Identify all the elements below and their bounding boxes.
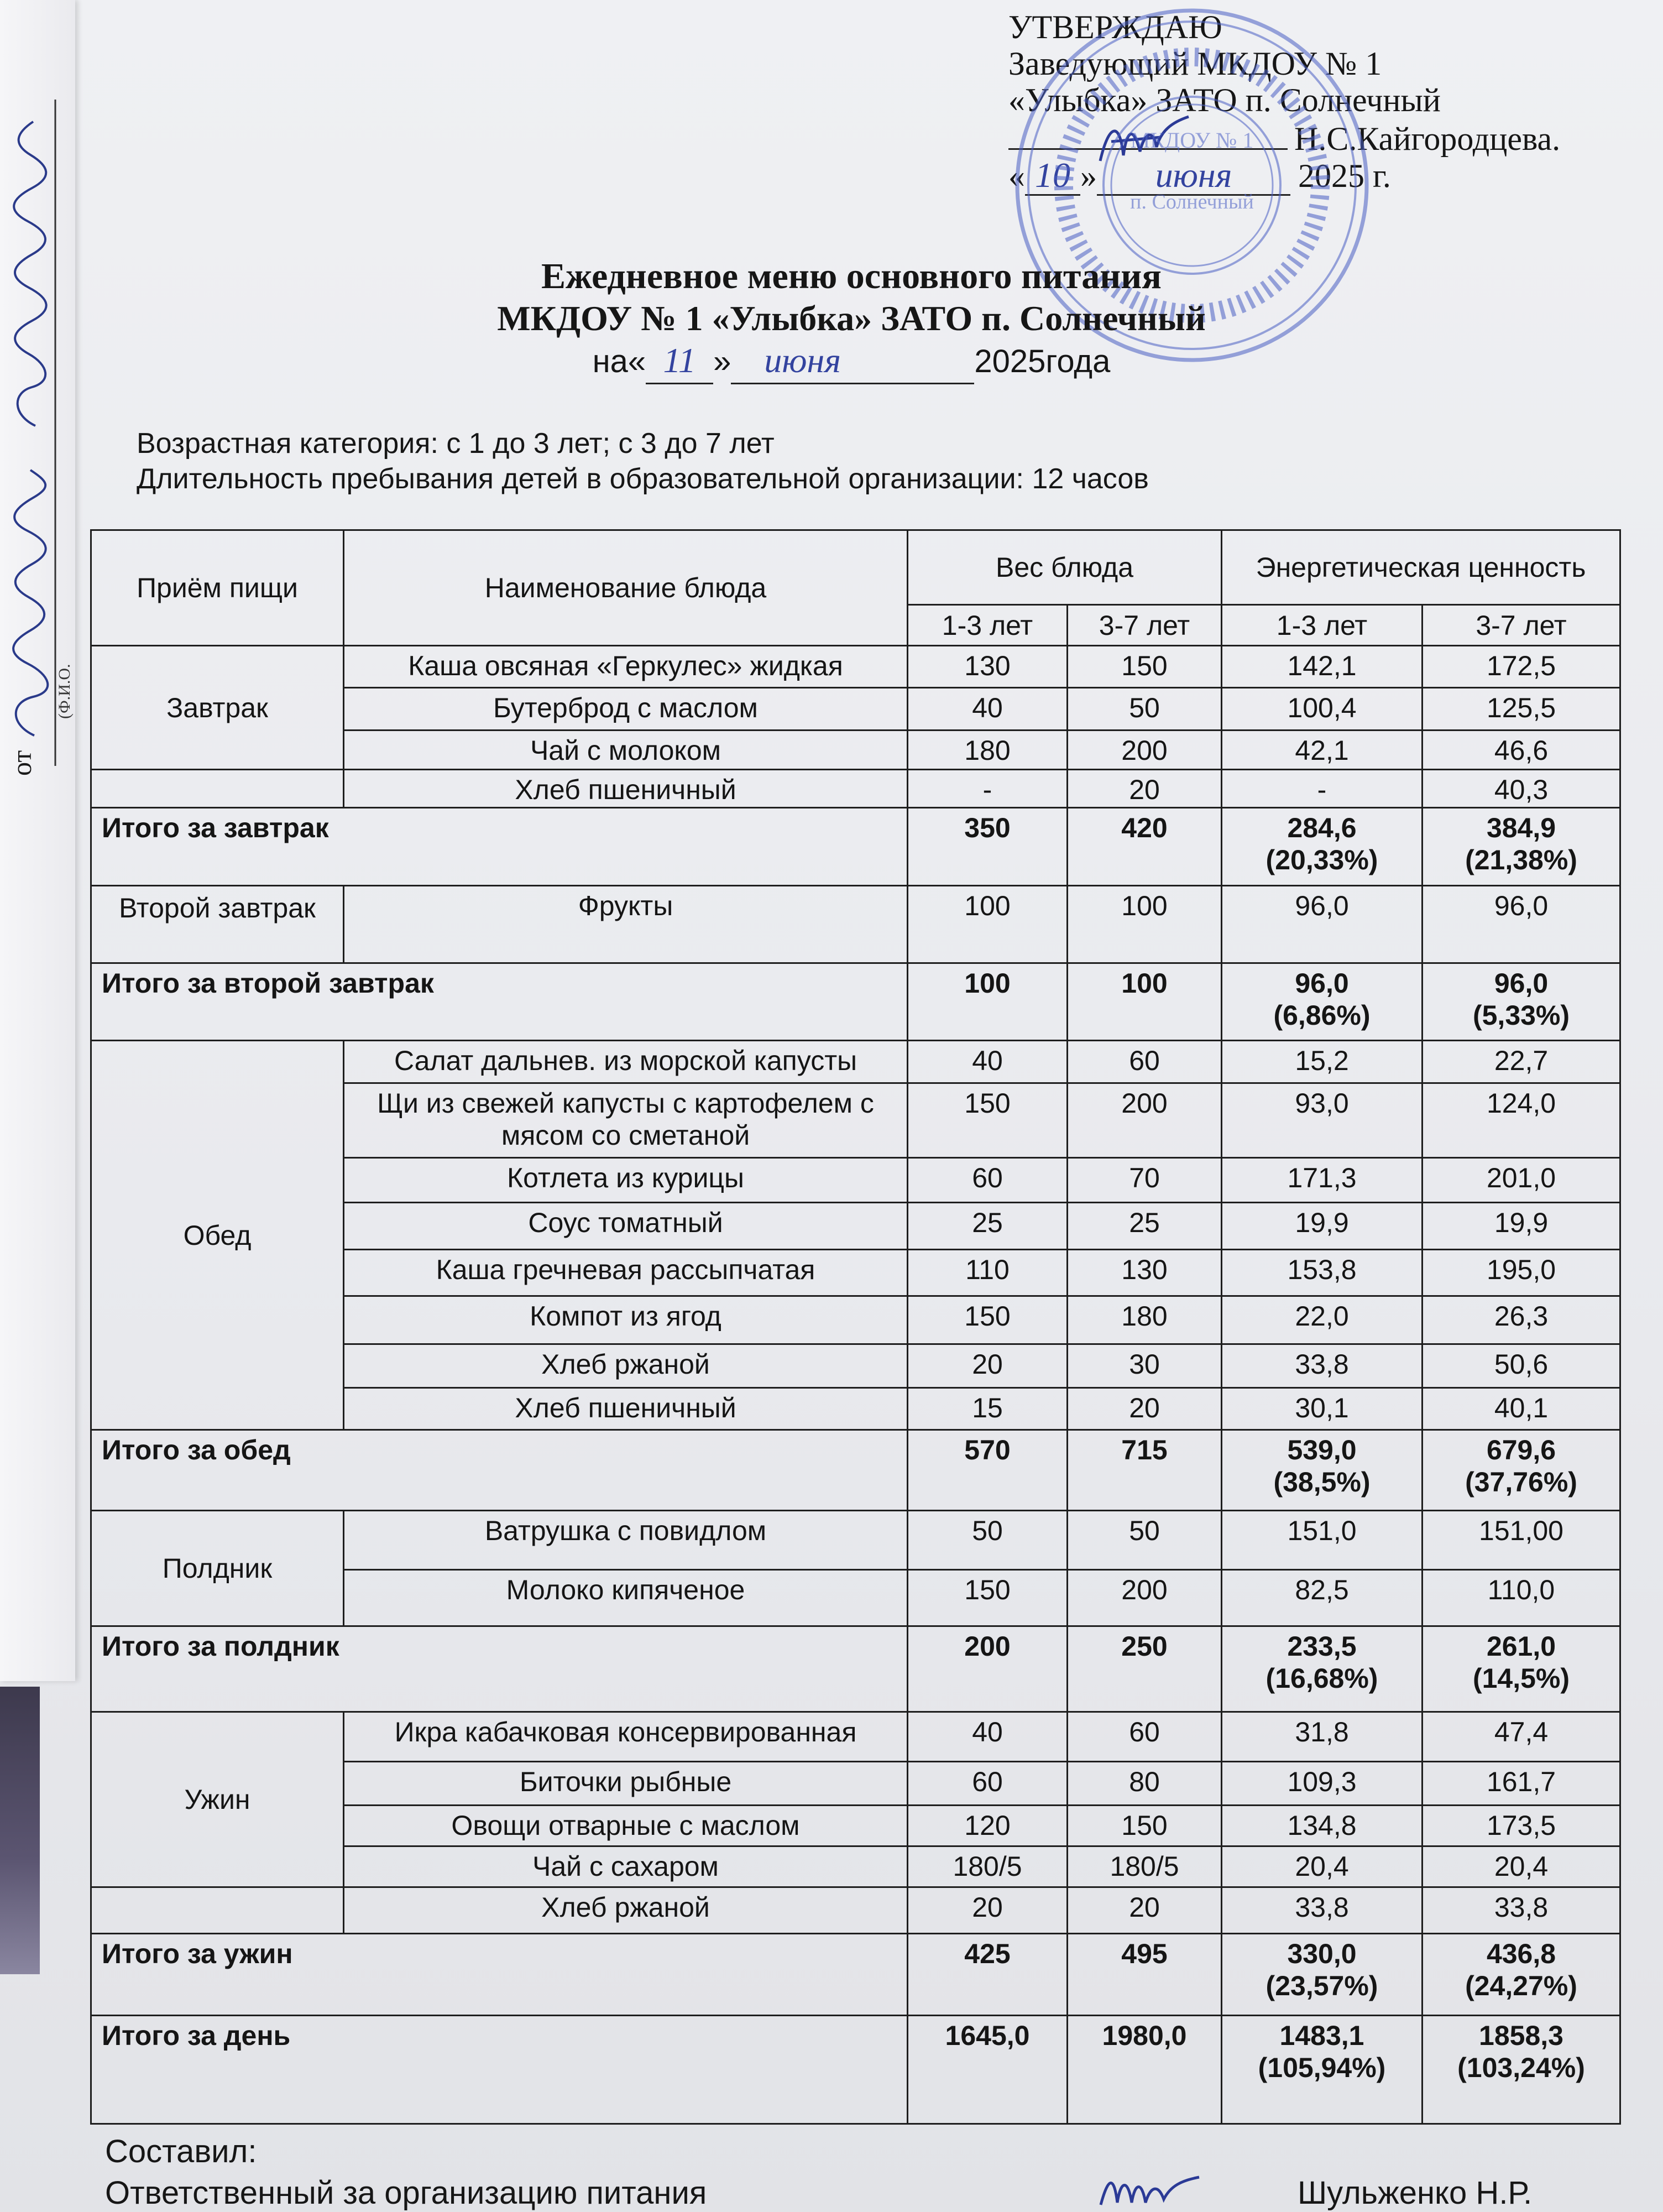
energy-1-3: 153,8 (1222, 1250, 1423, 1296)
menu-date-suffix: 2025года (974, 343, 1111, 379)
header-energy: Энергетическая ценность (1222, 530, 1620, 605)
total-energy-percent: (103,24%) (1457, 2052, 1585, 2083)
energy-3-7: 40,3 (1423, 770, 1620, 808)
energy-1-3: 109,3 (1222, 1762, 1423, 1806)
weight-1-3: 20 (908, 1344, 1068, 1388)
total-energy-value: 679,6 (1486, 1434, 1556, 1465)
total-energy-value: 330,0 (1287, 1938, 1357, 1969)
dish-name: Овощи отварные с маслом (344, 1806, 908, 1846)
energy-1-3: - (1222, 770, 1423, 808)
total-energy-value: 436,8 (1486, 1938, 1556, 1969)
weight-1-3: 180/5 (908, 1846, 1068, 1887)
total-row (91, 1934, 1620, 2016)
weight-1-3: 150 (908, 1570, 1068, 1626)
menu-month: июня (764, 341, 841, 380)
dish-row (91, 1041, 1620, 1083)
energy-1-3: 171,3 (1222, 1158, 1423, 1203)
total-label: Итого за второй завтрак (91, 963, 908, 1041)
energy-3-7: 96,0 (1423, 886, 1620, 963)
dish-row (91, 1511, 1620, 1570)
total-energy-1-3 (1222, 963, 1423, 1041)
responsible-name: Шульженко Н.Р. (1298, 2175, 1533, 2211)
weight-1-3: 40 (908, 688, 1068, 731)
total-energy-value: 539,0 (1287, 1434, 1357, 1465)
dish-name: Биточки рыбные (344, 1762, 908, 1806)
weight-3-7: 20 (1068, 770, 1222, 808)
dish-name: Ватрушка с повидлом (344, 1511, 908, 1570)
document-subtitle: МКДОУ № 1 «Улыбка» ЗАТО п. Солнечный (497, 299, 1206, 338)
responsible-signature (1097, 2171, 1202, 2210)
approval-title: УТВЕРЖДАЮ (1008, 9, 1222, 45)
weight-3-7: 60 (1068, 1041, 1222, 1083)
menu-date-mid: » (713, 343, 731, 379)
total-energy-value: 1483,1 (1279, 2020, 1364, 2051)
total-row (91, 808, 1620, 886)
dish-name: Бутерброд с маслом (344, 688, 908, 731)
document-header (299, 255, 1404, 384)
approval-position: Заведующий МКДОУ № 1 (1008, 45, 1382, 82)
weight-1-3: 100 (908, 886, 1068, 963)
weight-3-7: 200 (1068, 1083, 1222, 1158)
approval-date-prefix: « (1008, 158, 1025, 194)
header-energy-3-7: 3-7 лет (1423, 605, 1620, 646)
meal-cell: Завтрак (91, 646, 344, 770)
header-dish: Наименование блюда (344, 530, 908, 646)
energy-1-3: 31,8 (1222, 1712, 1423, 1762)
dish-name: Салат дальнев. из морской капусты (344, 1041, 908, 1083)
total-energy-percent: (16,68%) (1265, 1663, 1378, 1694)
energy-1-3: 151,0 (1222, 1511, 1423, 1570)
dish-name: Котлета из курицы (344, 1158, 908, 1203)
total-energy-3-7 (1423, 808, 1620, 886)
total-label: Итого за завтрак (91, 808, 908, 886)
total-label: Итого за полдник (91, 1626, 908, 1712)
energy-1-3: 93,0 (1222, 1083, 1423, 1158)
energy-1-3: 134,8 (1222, 1806, 1423, 1846)
dish-row (91, 646, 1620, 688)
weight-3-7: 150 (1068, 646, 1222, 688)
energy-1-3: 42,1 (1222, 731, 1423, 770)
weight-1-3: 50 (908, 1511, 1068, 1570)
weight-1-3: 40 (908, 1712, 1068, 1762)
energy-1-3: 100,4 (1222, 688, 1423, 731)
stay-duration: Длительность пребывания детей в образовательной организации: 12 часов (137, 463, 1149, 495)
weight-1-3: 150 (908, 1296, 1068, 1344)
energy-3-7: 172,5 (1423, 646, 1620, 688)
dish-name: Каша гречневая рассыпчатая (344, 1250, 908, 1296)
dish-name: Икра кабачковая консервированная (344, 1712, 908, 1762)
weight-1-3: 130 (908, 646, 1068, 688)
energy-3-7: 195,0 (1423, 1250, 1620, 1296)
desk-background (0, 1687, 40, 1974)
header-weight: Вес блюда (908, 530, 1222, 605)
energy-3-7: 110,0 (1423, 1570, 1620, 1626)
total-energy-value: 384,9 (1486, 812, 1556, 843)
total-weight-3-7: 715 (1068, 1430, 1222, 1511)
total-energy-percent: (6,86%) (1273, 1000, 1371, 1031)
weight-1-3: 25 (908, 1203, 1068, 1250)
handwritten-name-scribble (13, 470, 48, 735)
dish-name: Хлеб пшеничный (344, 770, 908, 808)
energy-3-7: 46,6 (1423, 731, 1620, 770)
energy-1-3: 22,0 (1222, 1296, 1423, 1344)
total-energy-3-7 (1423, 1626, 1620, 1712)
meal-cell (91, 770, 344, 808)
total-energy-percent: (105,94%) (1258, 2052, 1386, 2083)
total-weight-1-3: 425 (908, 1934, 1068, 2016)
weight-3-7: 130 (1068, 1250, 1222, 1296)
total-energy-percent: (20,33%) (1265, 844, 1378, 875)
weight-1-3: 180 (908, 731, 1068, 770)
total-row (91, 1430, 1620, 1511)
weight-3-7: 70 (1068, 1158, 1222, 1203)
energy-1-3: 96,0 (1222, 886, 1423, 963)
energy-3-7: 161,7 (1423, 1762, 1620, 1806)
weight-3-7: 30 (1068, 1344, 1222, 1388)
total-weight-3-7: 1980,0 (1068, 2016, 1222, 2124)
total-energy-percent: (38,5%) (1273, 1467, 1371, 1498)
total-weight-1-3: 570 (908, 1430, 1068, 1511)
meal-cell: Полдник (91, 1511, 344, 1626)
total-energy-3-7 (1423, 963, 1620, 1041)
signature-scribble (1101, 2177, 1199, 2205)
weight-3-7: 20 (1068, 1887, 1222, 1934)
energy-3-7: 20,4 (1423, 1846, 1620, 1887)
energy-3-7: 22,7 (1423, 1041, 1620, 1083)
energy-3-7: 40,1 (1423, 1388, 1620, 1430)
dish-name: Чай с сахаром (344, 1846, 908, 1887)
menu-day-field (646, 340, 713, 384)
weight-1-3: - (908, 770, 1068, 808)
total-energy-1-3 (1222, 2016, 1423, 2124)
dish-name: Соус томатный (344, 1203, 908, 1250)
menu-date-line (299, 340, 1404, 384)
handwritten-name-scribble (14, 122, 46, 426)
total-weight-3-7: 420 (1068, 808, 1222, 886)
weight-1-3: 150 (908, 1083, 1068, 1158)
total-energy-value: 261,0 (1486, 1631, 1556, 1662)
weight-3-7: 100 (1068, 886, 1222, 963)
total-row (91, 2016, 1620, 2124)
dish-row (91, 1887, 1620, 1934)
age-category: Возрастная категория: с 1 до 3 лет; с 3 до 7 лет (137, 427, 775, 460)
energy-3-7: 26,3 (1423, 1296, 1620, 1344)
weight-3-7: 180 (1068, 1296, 1222, 1344)
side-prefix: от (6, 750, 37, 776)
total-energy-1-3 (1222, 1430, 1423, 1511)
total-weight-3-7: 495 (1068, 1934, 1222, 2016)
responsible-role: Ответственный за организацию питания (105, 2175, 707, 2211)
energy-1-3: 142,1 (1222, 646, 1423, 688)
dish-name: Хлеб пшеничный (344, 1388, 908, 1430)
info-block (137, 426, 1149, 497)
header-meal: Приём пищи (91, 530, 344, 646)
approval-day: 10 (1035, 155, 1070, 195)
stamp-text-top: МКДОУ № 1 (1130, 128, 1254, 153)
dish-name: Фрукты (344, 886, 908, 963)
dish-name: Хлеб ржаной (344, 1344, 908, 1388)
meal-cell: Обед (91, 1041, 344, 1430)
energy-3-7: 19,9 (1423, 1203, 1620, 1250)
weight-3-7: 80 (1068, 1762, 1222, 1806)
energy-3-7: 33,8 (1423, 1887, 1620, 1934)
meal-cell: Второй завтрак (91, 886, 344, 963)
menu-day: 11 (663, 341, 696, 380)
dish-name: Чай с молоком (344, 731, 908, 770)
energy-3-7: 201,0 (1423, 1158, 1620, 1203)
weight-3-7: 20 (1068, 1388, 1222, 1430)
dish-name: Хлеб ржаной (344, 1887, 908, 1934)
weight-1-3: 60 (908, 1762, 1068, 1806)
total-label: Итого за обед (91, 1430, 908, 1511)
energy-1-3: 33,8 (1222, 1887, 1423, 1934)
weight-1-3: 15 (908, 1388, 1068, 1430)
total-energy-value: 233,5 (1287, 1631, 1357, 1662)
total-weight-1-3: 350 (908, 808, 1068, 886)
dish-row (91, 886, 1620, 963)
energy-1-3: 20,4 (1222, 1846, 1423, 1887)
meal-cell: Ужин (91, 1712, 344, 1887)
energy-3-7: 47,4 (1423, 1712, 1620, 1762)
stamp-inner-ring (1104, 97, 1280, 274)
energy-3-7: 173,5 (1423, 1806, 1620, 1846)
dish-name: Молоко кипяченое (344, 1570, 908, 1626)
total-energy-percent: (21,38%) (1465, 844, 1577, 875)
side-caption: (Ф.И.О. (55, 664, 74, 719)
total-weight-1-3: 100 (908, 963, 1068, 1041)
energy-1-3: 15,2 (1222, 1041, 1423, 1083)
weight-3-7: 200 (1068, 1570, 1222, 1626)
total-weight-3-7: 250 (1068, 1626, 1222, 1712)
total-energy-value: 96,0 (1295, 968, 1349, 999)
total-energy-percent: (37,76%) (1465, 1467, 1577, 1498)
weight-3-7: 60 (1068, 1712, 1222, 1762)
energy-3-7: 50,6 (1423, 1344, 1620, 1388)
weight-3-7: 25 (1068, 1203, 1222, 1250)
energy-1-3: 30,1 (1222, 1388, 1423, 1430)
meal-cell (91, 1887, 344, 1934)
total-energy-percent: (5,33%) (1472, 1000, 1570, 1031)
weight-3-7: 50 (1068, 1511, 1222, 1570)
header-weight-3-7: 3-7 лет (1068, 605, 1222, 646)
total-energy-1-3 (1222, 1626, 1423, 1712)
menu-month-field (731, 340, 974, 384)
approval-date-mid: » (1080, 158, 1097, 194)
energy-1-3: 33,8 (1222, 1344, 1423, 1388)
side-sheet-content (0, 83, 75, 802)
total-energy-3-7 (1423, 2016, 1620, 2124)
menu-table-body (91, 646, 1620, 2124)
total-energy-1-3 (1222, 808, 1423, 886)
document-title: Ежедневное меню основного питания (541, 256, 1162, 296)
total-label: Итого за день (91, 2016, 908, 2124)
weight-3-7: 150 (1068, 1806, 1222, 1846)
total-energy-3-7 (1423, 1934, 1620, 2016)
weight-1-3: 20 (908, 1887, 1068, 1934)
table-header-row (91, 530, 1620, 605)
header-weight-1-3: 1-3 лет (908, 605, 1068, 646)
approval-month: июня (1155, 155, 1232, 195)
energy-1-3: 19,9 (1222, 1203, 1423, 1250)
dish-name: Щи из свежей капусты с картофелем с мясом со сметаной (344, 1083, 908, 1158)
total-weight-1-3: 200 (908, 1626, 1068, 1712)
total-energy-1-3 (1222, 1934, 1423, 2016)
weight-3-7: 50 (1068, 688, 1222, 731)
approval-organization: «Улыбка» ЗАТО п. Солнечный (1008, 82, 1441, 118)
total-energy-percent: (23,57%) (1265, 1970, 1378, 2001)
energy-3-7: 124,0 (1423, 1083, 1620, 1158)
approval-signer: Н.С.Кайгородцева. (1294, 121, 1561, 157)
menu-date-prefix: на« (592, 343, 646, 379)
stamp-text-bottom: п. Солнечный (1130, 190, 1254, 213)
weight-1-3: 120 (908, 1806, 1068, 1846)
weight-1-3: 110 (908, 1250, 1068, 1296)
energy-3-7: 151,00 (1423, 1511, 1620, 1570)
header-energy-1-3: 1-3 лет (1222, 605, 1423, 646)
total-row (91, 963, 1620, 1041)
energy-3-7: 125,5 (1423, 688, 1620, 731)
total-label: Итого за ужин (91, 1934, 908, 2016)
total-energy-percent: (24,27%) (1465, 1970, 1577, 2001)
approval-date-suffix: 2025 г. (1298, 158, 1391, 194)
total-energy-percent: (14,5%) (1472, 1663, 1570, 1694)
total-weight-3-7: 100 (1068, 963, 1222, 1041)
dish-row (91, 1712, 1620, 1762)
total-energy-value: 1858,3 (1479, 2020, 1563, 2051)
total-energy-value: 284,6 (1287, 812, 1357, 843)
total-energy-value: 96,0 (1494, 968, 1549, 999)
dish-row (91, 770, 1620, 808)
total-weight-1-3: 1645,0 (908, 2016, 1068, 2124)
weight-1-3: 60 (908, 1158, 1068, 1203)
weight-3-7: 200 (1068, 731, 1222, 770)
total-energy-3-7 (1423, 1430, 1620, 1511)
energy-1-3: 82,5 (1222, 1570, 1423, 1626)
compiled-by-label: Составил: (105, 2133, 257, 2169)
menu-table (90, 529, 1621, 2125)
weight-3-7: 180/5 (1068, 1846, 1222, 1887)
total-row (91, 1626, 1620, 1712)
weight-1-3: 40 (908, 1041, 1068, 1083)
dish-name: Каша овсяная «Геркулес» жидкая (344, 646, 908, 688)
dish-name: Компот из ягод (344, 1296, 908, 1344)
